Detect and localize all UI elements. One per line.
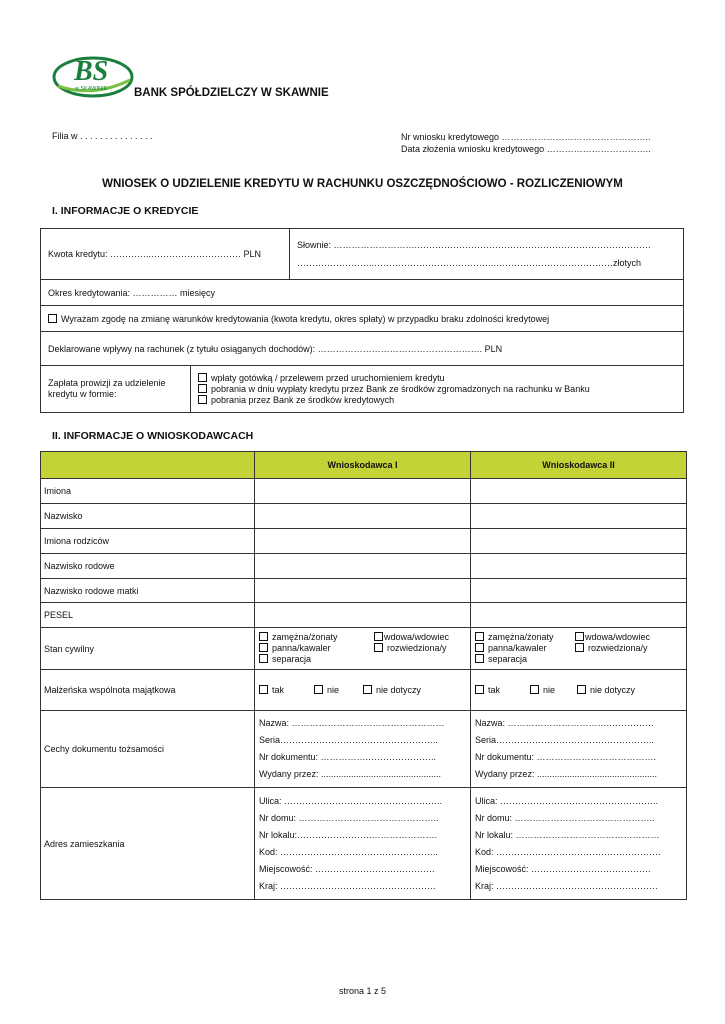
checkbox[interactable]: [259, 654, 268, 663]
section-1-heading: I. INFORMACJE O KREDYCIE: [52, 205, 199, 217]
commission-option-credit[interactable]: pobrania przez Bank ze środków kredytowych: [198, 395, 394, 406]
amount-in-words-field[interactable]: Słownie: ……………………….…………………………………………………………………… ……………………..…………………………………..…………………………………złotych: [297, 240, 652, 268]
checkbox[interactable]: [575, 643, 584, 652]
option-not-applicable[interactable]: nie dotyczy: [577, 685, 635, 695]
option-divorced[interactable]: rozwiedziona/y: [374, 643, 466, 654]
checkbox[interactable]: [475, 654, 484, 663]
row-label: Imiona rodziców: [41, 529, 255, 554]
declared-income-field[interactable]: Deklarowane wpływy na rachunek (z tytułu osiąganych dochodów): ………………………………………………. PLN: [48, 343, 503, 354]
option-no[interactable]: nie: [530, 685, 577, 695]
document-issuer-field[interactable]: Wydany przez: ................................................: [259, 769, 441, 779]
checkbox[interactable]: [259, 685, 268, 694]
address-1: [255, 788, 471, 900]
joint-property-1: [255, 670, 471, 711]
surname-input-2[interactable]: [471, 504, 687, 529]
joint-property-2: [471, 670, 687, 711]
consent-checkbox-row[interactable]: Wyrażam zgodę na zmianę warunków kredytowania (kwota kredytu, okres spłaty) w przypadku braku zdolności kredytowej: [41, 306, 556, 331]
application-number-field[interactable]: Nr wniosku kredytowego …………………………………………..: [401, 132, 651, 142]
row-label: Imiona: [41, 479, 255, 504]
document-number-field[interactable]: Nr dokumentu: ………………………………….: [475, 752, 657, 762]
checkbox[interactable]: [374, 643, 383, 652]
option-no[interactable]: nie: [314, 685, 363, 695]
maiden-name-input-1[interactable]: [255, 554, 471, 579]
country-field[interactable]: Kraj: ………………………………………………: [475, 880, 659, 891]
checkbox[interactable]: [363, 685, 372, 694]
country-field[interactable]: Kraj: …………………………………………….: [259, 880, 436, 891]
application-meta: [401, 131, 651, 155]
marital-status-1: [255, 628, 471, 670]
id-document-1: [255, 711, 471, 788]
document-series-field[interactable]: Seria……………………………………………..: [475, 735, 655, 745]
logo-letters: BS: [74, 56, 109, 87]
loan-amount-field[interactable]: Kwota kredytu: …………..………………………… PLN: [41, 229, 290, 279]
checkbox[interactable]: [530, 685, 539, 694]
document-issuer-field[interactable]: Wydany przez: ................................................: [475, 769, 657, 779]
checkbox[interactable]: [475, 685, 484, 694]
house-number-field[interactable]: Nr domu: ………………………………………..: [259, 812, 439, 823]
row-label: Adres zamieszkania: [41, 788, 255, 900]
option-separation[interactable]: separacja: [475, 654, 575, 665]
option-yes[interactable]: tak: [259, 685, 314, 695]
parents-names-input-2[interactable]: [471, 529, 687, 554]
applicant-1-header: Wnioskodawca I: [255, 452, 471, 479]
row-label: Małżeńska wspólnota majątkowa: [41, 670, 255, 711]
first-names-input-2[interactable]: [471, 479, 687, 504]
checkbox[interactable]: [198, 384, 207, 393]
credit-info-table: [40, 228, 684, 413]
option-divorced[interactable]: rozwiedziona/y: [575, 643, 682, 654]
marital-status-2: [471, 628, 687, 670]
apartment-number-field[interactable]: Nr lokalu: …………………………………………: [475, 829, 660, 840]
maiden-name-input-2[interactable]: [471, 554, 687, 579]
city-field[interactable]: Miejscowość: ………………………………….: [259, 863, 435, 874]
option-married[interactable]: zamężna/żonaty: [475, 632, 575, 643]
consent-checkbox[interactable]: [48, 314, 57, 323]
row-label: Nazwisko rodowe: [41, 554, 255, 579]
option-separation[interactable]: separacja: [259, 654, 374, 665]
checkbox[interactable]: [259, 643, 268, 652]
checkbox[interactable]: [259, 632, 268, 641]
option-yes[interactable]: tak: [475, 685, 530, 695]
bank-logo: [52, 50, 134, 100]
document-name-field[interactable]: Nazwa: ……………………………………………: [259, 718, 445, 728]
bank-name: BANK SPÓŁDZIELCZY W SKAWNIE: [134, 87, 329, 99]
row-label: Cechy dokumentu tożsamości: [41, 711, 255, 788]
id-document-2: [471, 711, 687, 788]
house-number-field[interactable]: Nr domu: ………………………………………..: [475, 812, 655, 823]
document-number-field[interactable]: Nr dokumentu: …………….…………………..: [259, 752, 437, 762]
mother-maiden-name-input-2[interactable]: [471, 579, 687, 603]
form-title: WNIOSEK O UDZIELENIE KREDYTU W RACHUNKU OSZCZĘDNOŚCIOWO - ROZLICZENIOWYM: [102, 178, 623, 190]
street-field[interactable]: Ulica: ……………………………………………..: [475, 795, 659, 806]
checkbox[interactable]: [475, 643, 484, 652]
branch-field[interactable]: Filia w . . . . . . . . . . . . . . .: [52, 131, 153, 141]
checkbox[interactable]: [575, 632, 584, 641]
option-single[interactable]: panna/kawaler: [475, 643, 575, 654]
section-2-heading: II. INFORMACJE O WNIOSKODAWCACH: [52, 430, 254, 442]
surname-input-1[interactable]: [255, 504, 471, 529]
page-number: strona 1 z 5: [338, 986, 387, 996]
option-not-applicable[interactable]: nie dotyczy: [363, 685, 421, 695]
checkbox[interactable]: [577, 685, 586, 694]
apartment-number-field[interactable]: Nr lokalu:…………………….………………….: [259, 829, 438, 840]
document-series-field[interactable]: Seria……………………………………………..: [259, 735, 439, 745]
option-married[interactable]: zamężna/żonaty: [259, 632, 374, 643]
logo-subtitle: w SKAWINIE: [75, 86, 108, 92]
row-label: Stan cywilny: [41, 628, 255, 670]
checkbox[interactable]: [374, 632, 383, 641]
commission-option-account[interactable]: pobrania w dniu wypłaty kredytu przez Bank ze środków zgromadzonych na rachunku w Banku: [198, 384, 590, 395]
first-names-input-1[interactable]: [255, 479, 471, 504]
application-date-field[interactable]: Data złożenia wniosku kredytowego ……………………………..: [401, 144, 651, 154]
loan-period-field[interactable]: Okres kredytowania: …………… miesięcy: [48, 287, 216, 298]
option-widowed[interactable]: wdowa/wdowiec: [374, 632, 466, 643]
applicants-table: [40, 451, 687, 900]
mother-maiden-name-input-1[interactable]: [255, 579, 471, 603]
postal-code-field[interactable]: Kod: ……………………………………………..: [259, 846, 439, 857]
postal-code-field[interactable]: Kod: ……………………………………………….: [475, 846, 661, 857]
commission-option-cash[interactable]: wpłaty gotówką / przelewem przed uruchomieniem kredytu: [198, 373, 445, 384]
checkbox[interactable]: [198, 373, 207, 382]
checkbox[interactable]: [314, 685, 323, 694]
row-label: Nazwisko rodowe matki: [41, 579, 255, 603]
option-single[interactable]: panna/kawaler: [259, 643, 374, 654]
pesel-input-2[interactable]: [471, 603, 687, 628]
header-empty: [41, 452, 255, 479]
checkbox[interactable]: [475, 632, 484, 641]
city-field[interactable]: Miejscowość: ………………………………….: [475, 863, 651, 874]
applicant-2-header: Wnioskodawca II: [471, 452, 687, 479]
street-field[interactable]: Ulica: ……………………………………………..: [259, 795, 443, 806]
address-2: [471, 788, 687, 900]
pesel-input-1[interactable]: [255, 603, 471, 628]
row-label: PESEL: [41, 603, 255, 628]
commission-label: Zapłata prowizji za udzielenie kredytu w formie:: [41, 366, 191, 412]
document-name-field[interactable]: Nazwa: …………………………….……………: [475, 718, 655, 728]
commission-options: [191, 366, 683, 412]
parents-names-input-1[interactable]: [255, 529, 471, 554]
checkbox[interactable]: [198, 395, 207, 404]
option-widowed[interactable]: wdowa/wdowiec: [575, 632, 682, 643]
row-label: Nazwisko: [41, 504, 255, 529]
